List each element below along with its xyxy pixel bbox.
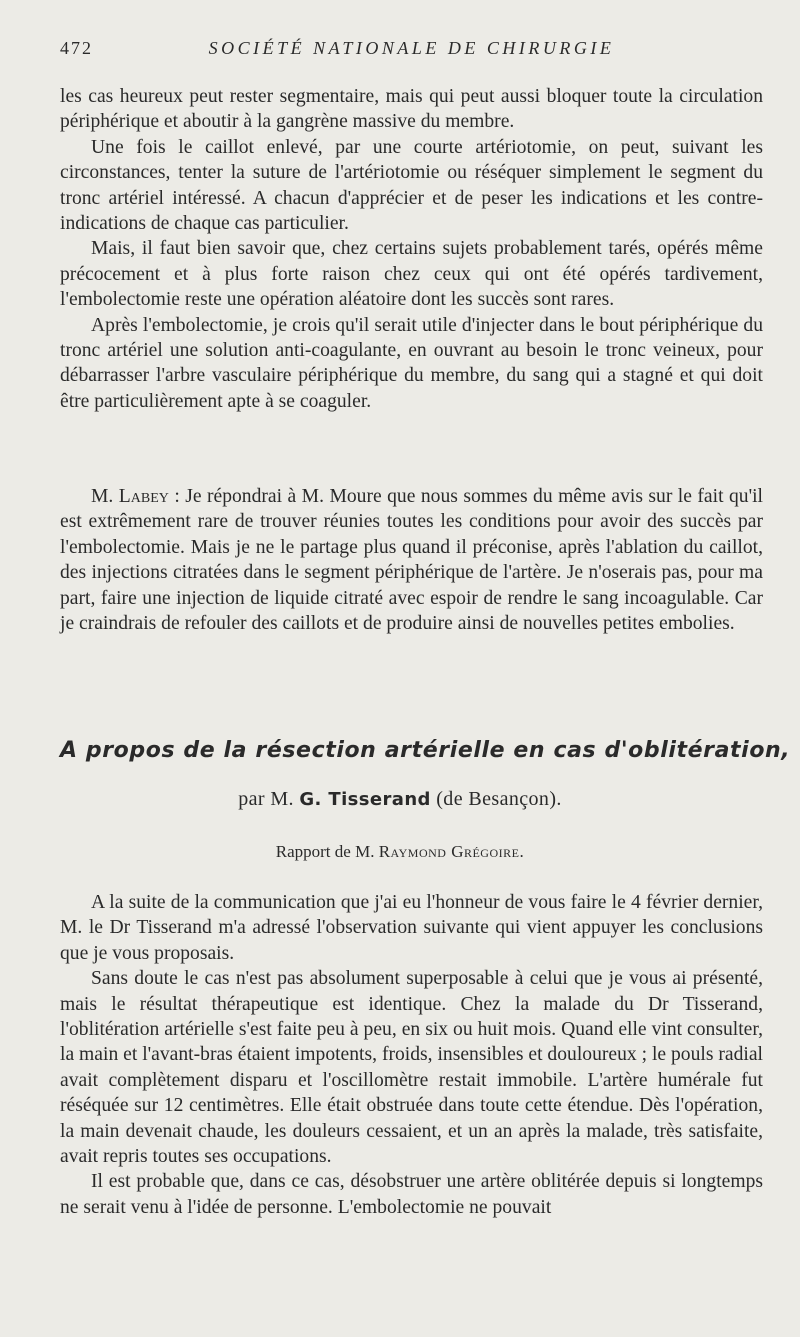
report-prefix: Rapport de M. <box>275 842 379 861</box>
journal-title: SOCIÉTÉ NATIONALE DE CHIRURGIE <box>208 38 615 58</box>
paragraph: Il est probable que, dans ce cas, désobstruer une artère oblitérée depuis si longtemps ne serait venu à l'idée de personne. L'embolectomie ne pouvait <box>60 1171 763 1218</box>
paragraph: A la suite de la communication que j'ai eu l'honneur de vous faire le 4 février dernier, M. le Dr Tisserand m'a adressé l'observation suivante qui vient appuyer les conclusions que je vous proposais. <box>60 892 763 964</box>
author-suffix: (de Besançon). <box>430 788 562 810</box>
author-line <box>0 788 800 811</box>
speaker-name: M. Labey <box>91 486 169 507</box>
reply-text: : Je répondrai à M. Moure que nous sommes du même avis sur le fait qu'il est extrêmement rare de trouver réunies toutes les conditions pour avoir des succès par l'embolectomie. Mais je ne le partage plus quand il préconise, après l'ablation du caillot, des injections citratées dans le segment périphérique de l'artère. Je n'oserais pas, pour ma part, faire une injection de liquide citraté avec espoir de rendre le sang incoagulable. Car je craindrais de refouler des caillots et de produire ainsi de nouvelles petites embolies. <box>60 486 763 635</box>
report-body <box>60 890 763 1220</box>
running-header <box>60 38 763 66</box>
paragraph: Après l'embolectomie, je crois qu'il serait utile d'injecter dans le bout périphérique du tronc artériel une solution anti-coagulante, en ouvrant au besoin le tronc veineux, pour débarrasser l'arbre vasculaire périphérique du membre, du sang qui a stagné et qui doit être particulièrement apte à se coaguler. <box>60 314 763 412</box>
paragraph: Sans doute le cas n'est pas absolument superposable à celui que je vous ai présenté, mais le résultat thérapeutique est identique. Chez la malade du Dr Tisserand, l'oblitération artérielle s'est faite peu à peu, en six ou huit mois. Quand elle vint consulter, la main et l'avant-bras étaient impotents, froids, insensibles et douloureux ; le pouls radial avait complètement disparu et l'oscillomètre restait immobile. L'artère humérale fut réséquée sur 12 centimètres. Elle était obstruée dans toute cette étendue. Dès l'opération, la main devenait chaude, les douleurs cessaient, et un an après la malade, très satisfaite, avait repris toutes ses occupations. <box>60 968 763 1168</box>
labey-reply <box>60 484 763 636</box>
paragraph: les cas heureux peut rester segmentaire, mais qui peut aussi bloquer toute la circulation périphérique et aboutir à la gangrène massive du membre. <box>60 86 763 133</box>
paragraph: Mais, il faut bien savoir que, chez certains sujets probablement tarés, opérés même précocement et à plus forte raison chez ceux qui ont été opérés tardivement, l'embolectomie reste une opération aléatoire dont les succès sont rares. <box>60 238 763 311</box>
reporter-name: Raymond Grégoire. <box>378 842 525 861</box>
author-name: G. Tisserand <box>299 789 431 810</box>
section-title: A propos de la résection artérielle en cas d'oblitération, <box>60 738 791 763</box>
discussion-continuation <box>60 84 763 414</box>
paragraph: Une fois le caillot enlevé, par une courte artériotomie, on peut, suivant les circonstances, tenter la suture de l'artériotomie ou réséquer simplement le segment du tronc artériel intéressé. A chacun d'apprécier et de peser les indications et les contre-indications de chaque cas particulier. <box>60 136 763 235</box>
paragraph <box>60 484 763 636</box>
page-number: 472 <box>60 38 93 58</box>
report-line <box>0 842 800 862</box>
author-prefix: par M. <box>238 788 300 810</box>
